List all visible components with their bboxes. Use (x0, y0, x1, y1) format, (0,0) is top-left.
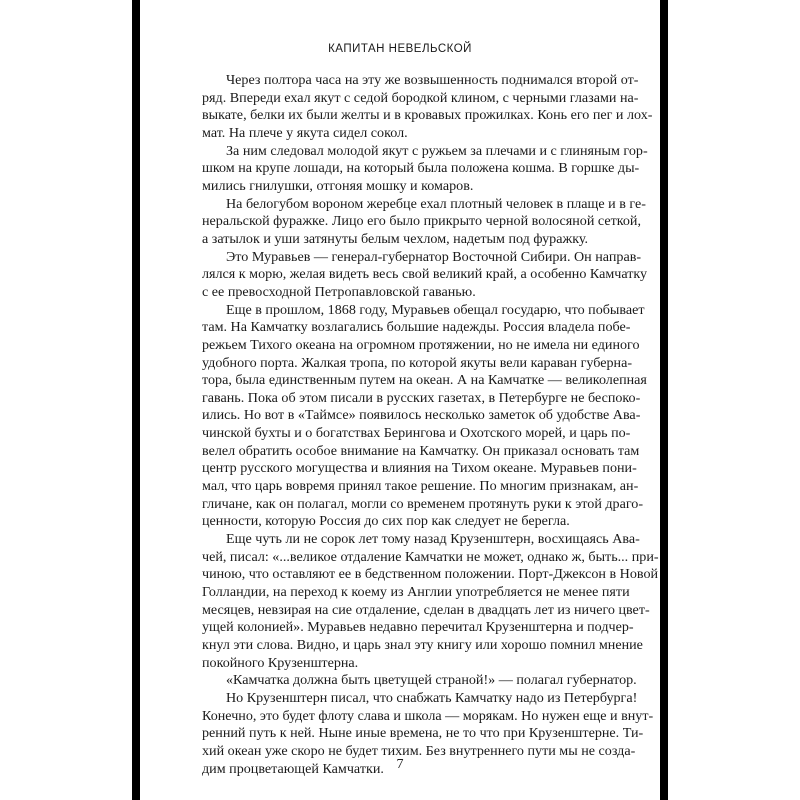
text-line: За ним следовал молодой якут с ружьем за плечами и с глиняным гор- (226, 142, 648, 159)
text-line: хий океан уже скоро не будет тихим. Без внутреннего пути мы не созда- (202, 742, 636, 759)
text-line: чей, писал: «...великое отдаление Камчатки не может, однако ж, быть... при- (202, 548, 659, 565)
text-line: удобного порта. Жалкая тропа, по которой якуты вели караван губерна- (202, 354, 633, 371)
paragraph (178, 672, 637, 690)
paragraph (178, 72, 653, 143)
text-line: ренний путь к ней. Ныне иные времена, не то что при Крузенштерне. Ти- (202, 725, 644, 742)
text-line: мал, что царь вовремя принял такое решение. По многим признакам, ан- (202, 478, 639, 495)
paragraph (178, 142, 648, 196)
text-line: а затылок и уши затянуты белым чехлом, надетым под фуражку. (202, 230, 589, 247)
text-line: Но Крузенштерн писал, что снабжать Камчатку надо из Петербурга! (226, 689, 638, 706)
text-line: чиною, что оставляют ее в бедственном положении. Порт-Джексон в Новой (202, 566, 659, 583)
text-line: с ее превосходной Петропавловской гаванью. (202, 283, 476, 300)
text-line: шком на крупе лошади, на который была положена кошма. В горшке ды- (202, 160, 640, 177)
text-line: «Камчатка должна быть цветущей страной!» — полагал губернатор. (226, 672, 637, 689)
text-line: покойного Крузенштерна. (202, 654, 359, 671)
paragraph (178, 301, 647, 532)
page-number: 7 (396, 757, 404, 772)
text-line: дим процветающей Камчатки. (202, 760, 384, 777)
book-page (132, 0, 668, 800)
text-line: велел обратить особое внимание на Камчатку. Он приказал основать там (202, 442, 640, 459)
text-line: чинской бухты и о богатствах Берингова и Охотского морей, и царь по- (202, 425, 631, 442)
text-line: месяцев, невзирая на сие отдаление, сделан в двадцать лет из ничего цвет- (202, 601, 650, 618)
body-text (178, 72, 659, 778)
text-line: кнул эти слова. Видно, и царь знал эту книгу или хорошо помнил мнение (202, 637, 643, 653)
paragraph (178, 248, 648, 302)
text-line: Еще в прошлом, 1868 году, Муравьев обещал государю, что побывает (226, 301, 645, 318)
paragraph (178, 531, 659, 672)
text-line: Конечно, это будет флоту слава и школа — морякам. Но нужен еще и внут- (202, 707, 654, 724)
text-line: режьем Тихого океана на огромном протяжении, но не имела ни единого (202, 336, 640, 353)
text-line: выкате, белки их были желты и в кровавых прожилках. Конь его пег и лох- (202, 107, 653, 124)
text-line: ряд. Впереди ехал якут с седой бородкой клином, с черными глазами на- (202, 89, 639, 106)
text-line: мились гнилушки, отгоняя мошку и комаров. (202, 177, 474, 194)
running-head: КАПИТАН НЕВЕЛЬСКОЙ (328, 43, 472, 55)
text-line: центр русского могущества и влияния на Тихом океане. Муравьев пони- (202, 460, 637, 477)
text-line: Еще чуть ли не сорок лет тому назад Крузенштерн, восхищаясь Ава- (226, 531, 640, 548)
paragraph (178, 195, 646, 249)
text-line: ценности, которую Россия до сих пор как следует не берегла. (202, 513, 570, 530)
text-line: Через полтора часа на эту же возвышенность поднимался второй от- (226, 72, 639, 88)
text-line: лялся к морю, желая видеть весь свой великий край, а особенно Камчатку (202, 266, 648, 283)
text-line: тора, была единственным путем на океан. А на Камчатке — великолепная (202, 372, 647, 389)
text-line: гавань. Пока об этом писали в русских газетах, в Петербурге не беспоко- (202, 389, 641, 406)
text-line: Это Муравьев — генерал-губернатор Восточной Сибири. Он направ- (226, 248, 642, 265)
text-line: неральской фуражке. Лицо его было прикрыто черной волосяной сеткой, (202, 213, 641, 230)
text-line: Голландии, на переход к коему из Англии употребляется не менее пяти (202, 584, 630, 601)
text-line: ущей колонией». Муравьев недавно перечитал Крузенштерна и подчер- (202, 619, 634, 636)
text-line: гличане, как он полагал, могли со временем протянуть руки к этой драго- (202, 495, 644, 512)
text-line: мат. На плече у якута сидел сокол. (202, 124, 408, 141)
text-line: там. На Камчатку возлагались большие надежды. Россия владела побе- (202, 319, 631, 336)
text-line: ились. Но вот в «Таймсе» появилось несколько заметок об удобстве Ава- (202, 407, 641, 424)
text-line: На белогубом вороном жеребце ехал плотный человек в плаще и в ге- (226, 195, 646, 212)
